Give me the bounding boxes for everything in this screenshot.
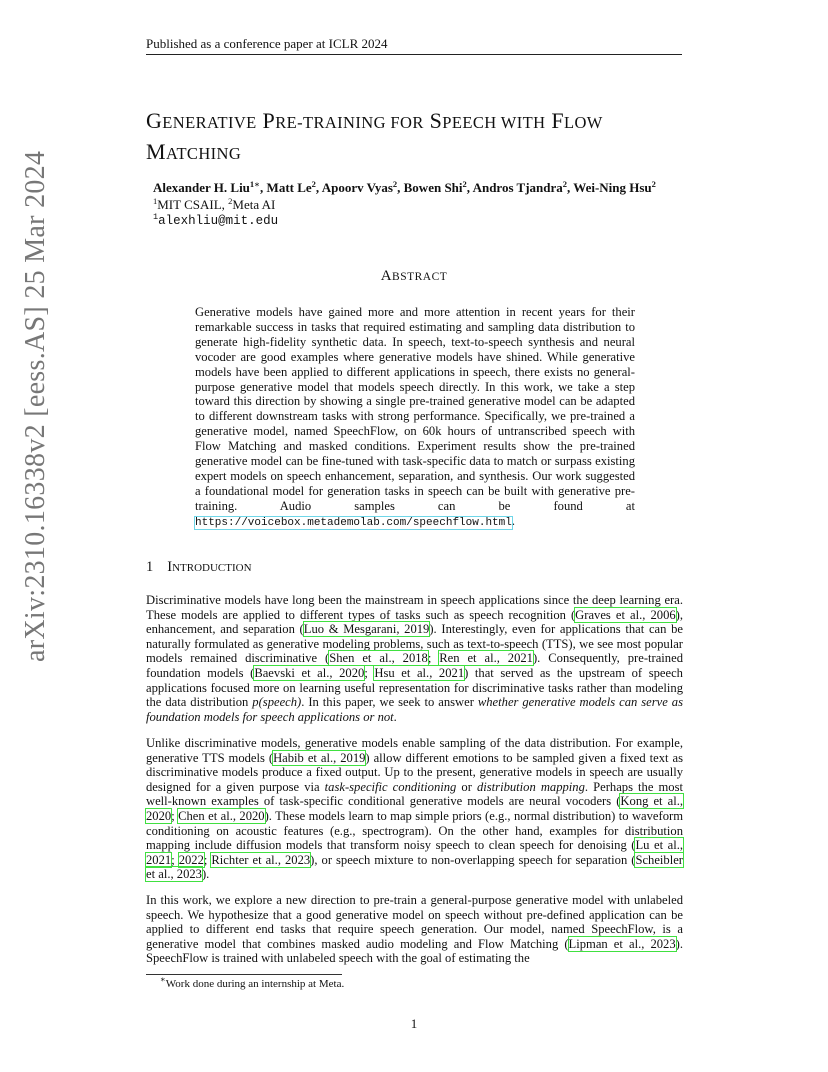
email-sup: 1: [153, 212, 159, 222]
section-title: NTRODUCTION: [172, 562, 252, 574]
heading-initial: A: [380, 268, 393, 284]
abstract-heading: [0, 268, 828, 285]
section-heading-introduction: [146, 559, 252, 576]
contact-email: [153, 214, 278, 228]
title-word: ENERATIVE: [162, 113, 257, 132]
text: ). SpeechFlow is trained with unlabeled speech with the goal of estimating the: [146, 936, 683, 966]
text: ), or speech mixture to non-overlapping speech for separation (: [310, 852, 636, 867]
title-initial: M: [146, 139, 166, 164]
text: ;: [171, 852, 179, 867]
author-name: Matt Le: [266, 180, 312, 195]
footnote-mark: ∗: [160, 974, 166, 984]
title-word: PEECH WITH: [442, 113, 546, 132]
text: ). Interestingly, even for applications that can be naturally formulated as generative modeling problems, such as text-to-speech (TTS), we see most popular models remained discriminative (: [146, 622, 683, 666]
emphasis: task-specific conditioning: [324, 779, 457, 794]
author-sup: 2: [562, 179, 568, 189]
running-header: Published as a conference paper at ICLR 2024: [146, 36, 388, 51]
title-initial: G: [146, 108, 163, 133]
title-word: RE-TRAINING FOR: [275, 113, 424, 132]
text: ) that served as the upstream of speech applications focused more on learning useful representation for discriminative tasks rather than modeling the data distribution: [146, 665, 683, 710]
author-sup: 2: [651, 179, 656, 189]
audio-samples-link[interactable]: https://voicebox.metademolab.com/speechflow.html: [195, 516, 512, 529]
page-number: 1: [410, 1016, 418, 1031]
affiliations: [153, 197, 275, 213]
citation-link[interactable]: Richter et al., 2023: [211, 852, 311, 867]
citation-link[interactable]: Hsu et al., 2021: [374, 665, 465, 680]
citation-link[interactable]: Graves et al., 2006: [575, 607, 676, 622]
citation-link[interactable]: Scheibler et al., 2023: [146, 852, 683, 882]
author-sup: 2: [392, 179, 398, 189]
citation-link[interactable]: Shen et al., 2018: [329, 651, 428, 666]
text: ;: [171, 808, 179, 823]
heading-rest: BSTRACT: [392, 271, 448, 283]
author-name: Apoorv Vyas: [321, 180, 393, 195]
text: ) allow different emotions to be sampled given a fixed text as discriminative models produce a fixed output. Up to the present, generative models in speech are usually designed for a given purpose via: [146, 750, 683, 794]
title-initial: F: [551, 108, 564, 133]
author-name: Wei-Ning Hsu: [573, 180, 652, 195]
title-word: ATCHING: [165, 144, 242, 163]
paper-title: [146, 106, 706, 168]
title-initial: P: [262, 108, 276, 133]
abstract-body: [195, 305, 635, 531]
affil-sup: 1: [153, 196, 158, 206]
title-initial: S: [429, 108, 443, 133]
author-name: Andros Tjandra: [472, 180, 563, 195]
footnote-rule: [146, 974, 342, 975]
author-sup: 2: [311, 179, 316, 189]
abstract-end: .: [511, 513, 516, 528]
emphasis: whether generative models can serve as foundation models for speech applications or not: [146, 695, 683, 724]
citation-link[interactable]: 2022: [178, 852, 204, 867]
title-word: LOW: [563, 113, 603, 132]
text: or: [456, 779, 477, 794]
footnote: [160, 974, 345, 990]
footnote-text: Work done during an internship at Meta.: [165, 978, 345, 990]
abstract-text: Generative models have gained more and more attention in recent years for their remarkable success in tasks that required estimating and sampling data distribution to generate high-fidelity synthetic data. In speech, text-to-speech synthesis and neural vocoder are good examples where generative models have shined. While generative models have been applied to different applications in speech, there exists no general-purpose generative model that models speech directly. In this work, we take a step toward this direction by showing a single pre-trained generative model can be adapted to different downstream tasks with strong performance. Specifically, we pre-trained a generative model, named SpeechFlow, on 60k hours of untranscribed speech with Flow Matching and masked conditions. Experiment results show the pre-trained generative model can be fine-tuned with task-specific data to match or surpass existing expert models on speech enhancement, separation, and synthesis. Our work suggested a foundational model for generation tasks in speech can be built with generative pre-training. Audio samples can be found at: [195, 305, 635, 513]
text: ;: [203, 852, 212, 867]
text: ;: [427, 651, 440, 666]
text: . In this paper, we seek to answer: [301, 695, 478, 710]
affiliation: Meta AI: [232, 197, 276, 212]
author-list: Alexander H. Liu$^{1∗}$, Matt Le$^2$, Apoorv Vyas$^2$, Bowen Shi$^2$, Andros Tjandra$^2$, Wei-Ning Hsu$^2$: [153, 179, 656, 195]
text: ). These models learn to map simple priors (e.g., normal distribution) to waveform conditioning on acoustic features (e.g., spectrogram). On the other hand, examples for distribution mapping include diffusion models that transform noisy speech to clean speech for denoising (: [146, 808, 683, 853]
math-expression: p(speech): [252, 695, 302, 710]
citation-link[interactable]: Baevski et al., 2020: [254, 665, 365, 680]
emphasis: distribution mapping: [476, 779, 585, 794]
citation-link[interactable]: Lipman et al., 2023: [568, 936, 676, 951]
arxiv-stamp: arXiv:2310.16338v2 [eess.AS] 25 Mar 2024: [20, 150, 51, 662]
text: In this work, we explore a new direction to pre-train a general-purpose generative model with unlabeled speech. We hypothesize that a good generative model on speech without pre-defined application can be applied to different end tasks that require speech generation. Our model, named SpeechFlow, is a generative model that combines masked audio modeling and Flow Matching (: [146, 893, 683, 951]
citation-link[interactable]: Chen et al., 2020: [178, 808, 265, 823]
citation-link[interactable]: Kong et al., 2020: [146, 794, 683, 823]
intro-paragraph-3: [146, 893, 683, 966]
citation-link[interactable]: Luo & Mesgarani, 2019: [303, 622, 430, 637]
author-sup: 2: [462, 179, 467, 189]
citation-link[interactable]: Habib et al., 2019: [273, 750, 366, 765]
email-address[interactable]: alexhliu@mit.edu: [158, 214, 279, 228]
text: Unlike discriminative models, generative models enable sampling of the data distribution. For example, generative TTS models (: [146, 736, 683, 765]
text: .: [393, 709, 397, 724]
author-name: Alexander H. Liu: [153, 180, 250, 195]
affiliation: MIT CSAIL,: [157, 197, 229, 212]
affil-sup: 2: [228, 196, 233, 206]
citation-link[interactable]: Lu et al., 2021: [146, 838, 683, 867]
author-sup: 1∗: [249, 179, 261, 189]
text: ). Consequently, pre-trained foundation models (: [146, 651, 683, 680]
header-rule: [146, 54, 682, 55]
citation-link[interactable]: Ren et al., 2021: [439, 651, 533, 666]
section-number: 1: [146, 559, 154, 575]
text: Discriminative models have long been the mainstream in speech applications since the deep learning era. These models are applied to different types of tasks such as speech recognition (: [146, 593, 683, 622]
text: ), enhancement, and separation (: [146, 607, 684, 637]
intro-paragraph-1: [146, 593, 683, 724]
text: ;: [364, 665, 375, 680]
intro-paragraph-2: [146, 736, 683, 882]
author-name: Bowen Shi: [403, 180, 463, 195]
text: ).: [201, 867, 210, 882]
text: . Perhaps the most well-known examples of task-specific conditional generative models are neural vocoders (: [146, 779, 683, 809]
section-initial: I: [167, 559, 173, 575]
